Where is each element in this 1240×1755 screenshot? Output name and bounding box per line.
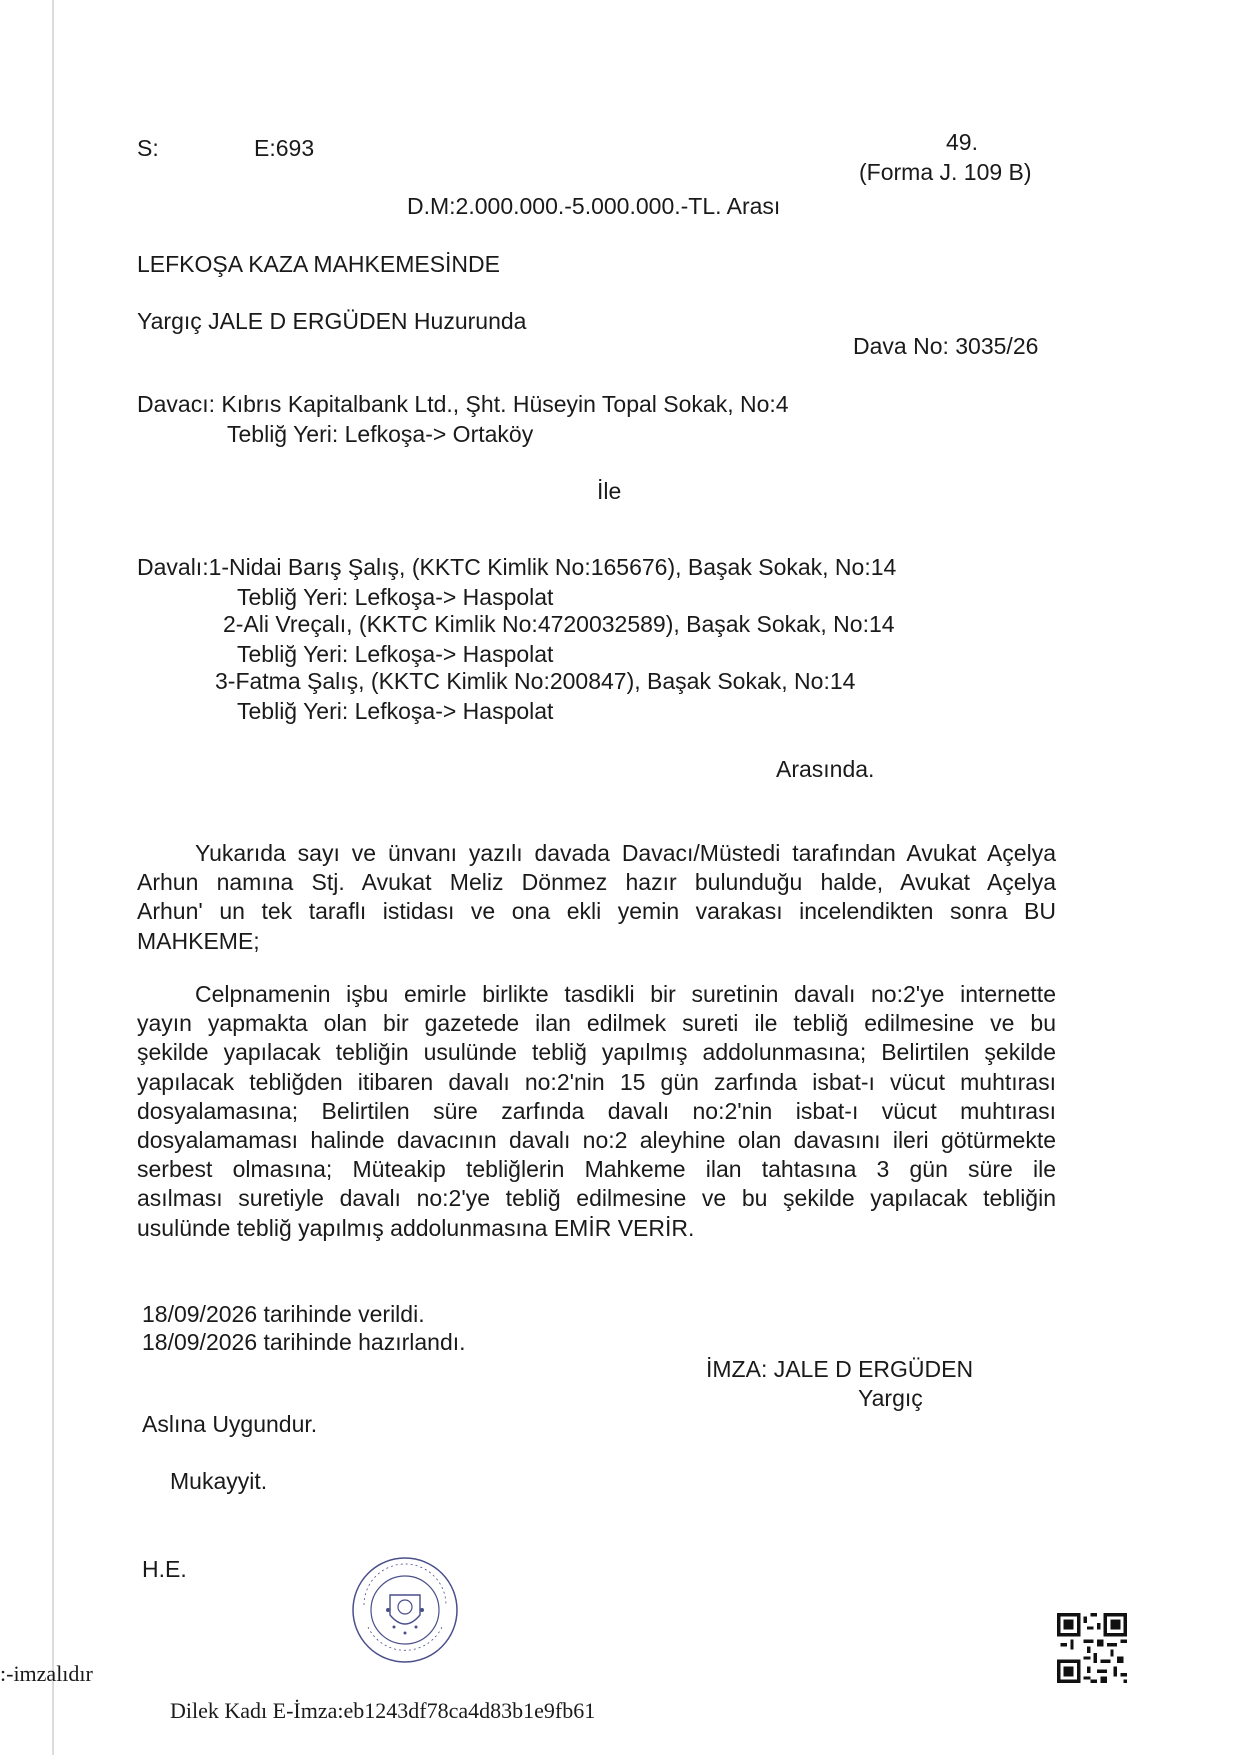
e-signature-hash: Dilek Kadı E-İmza:eb1243df78ca4d83b1e9fb61	[170, 1698, 596, 1723]
paragraph-line: yayın yapmakta olan bir gazetede ilan edilmek sureti ile tebliğ edilmesine ve bu	[137, 1010, 1056, 1037]
date-prepared: 18/09/2026 tarihinde hazırlandı.	[142, 1329, 466, 1355]
defendant-1-address: Tebliğ Yeri: Lefkoşa-> Haspolat	[237, 584, 554, 610]
court-name: LEFKOŞA KAZA MAHKEMESİNDE	[137, 251, 500, 277]
date-given: 18/09/2026 tarihinde verildi.	[142, 1301, 425, 1327]
paragraph-line: dosyalamaması halinde davacının davalı no:2 aleyhine olan davasını ileri götürmekte	[137, 1127, 1056, 1154]
paragraph-line: asılması suretiyle davalı no:2'ye tebliğ edilmesine ve bu şekilde yapılacak tebliğin	[137, 1185, 1056, 1212]
e-reference: E:693	[254, 135, 315, 161]
plaintiff-line: Davacı: Kıbrıs Kapitalbank Ltd., Şht. Hüseyin Topal Sokak, No:4	[137, 391, 789, 417]
scan-edge-line	[52, 0, 54, 1755]
defendant-2: 2-Ali Vreçalı, (KKTC Kimlik No:4720032589), Başak Sokak, No:14	[223, 611, 895, 637]
signature-line: İMZA: JALE D ERGÜDEN	[706, 1356, 974, 1382]
paragraph-1	[137, 839, 1056, 956]
e-signed-note: :-imzalıdır	[0, 1661, 93, 1686]
defendant-1: Davalı:1-Nidai Barış Şalış, (KKTC Kimlik No:165676), Başak Sokak, No:14	[137, 554, 897, 580]
paragraph-line: yapılacak tebliğden itibaren davalı no:2'nin 15 gün zarfında isbat-ı vücut muhtırası	[137, 1068, 1056, 1095]
registrar: Mukayyit.	[170, 1468, 268, 1494]
judge-title: Yargıç	[858, 1385, 923, 1411]
defendant-2-address: Tebliğ Yeri: Lefkoşa-> Haspolat	[237, 641, 554, 667]
form-code: (Forma J. 109 B)	[859, 159, 1032, 185]
paragraph-line: Yukarıda sayı ve ünvanı yazılı davada Davacı/Müstedi tarafından Avukat Açelya	[195, 840, 1056, 866]
defendant-3-address: Tebliğ Yeri: Lefkoşa-> Haspolat	[237, 698, 554, 724]
form-number: 49.	[946, 129, 978, 155]
paragraph-line: serbest olmasına; Müteakip tebliğlerin Mahkeme ilan tahtasına 3 gün süre ile	[137, 1156, 1056, 1183]
paragraph-2	[137, 980, 1056, 1243]
paragraph-line: Arhun namına Stj. Avukat Meliz Dönmez hazır bulunduğu halde, Avukat Açelya	[137, 869, 1056, 896]
paragraph-line: şekilde yapılacak tebliğin usulünde tebliğ yapılmış addolunmasına; Belirtilen şekilde	[137, 1039, 1056, 1066]
s-label: S:	[137, 135, 159, 161]
paragraph-line: Celpnamenin işbu emirle birlikte tasdikli bir suretinin davalı no:2'ye internette	[195, 981, 1056, 1007]
judge-line: Yargıç JALE D ERGÜDEN Huzurunda	[137, 308, 527, 334]
court-seal-icon	[350, 1555, 460, 1665]
initials: H.E.	[142, 1556, 187, 1582]
plaintiff-address: Tebliğ Yeri: Lefkoşa-> Ortaköy	[227, 421, 534, 447]
ile-word: İle	[597, 478, 622, 504]
certified-copy: Aslına Uygundur.	[142, 1411, 318, 1437]
defendant-3: 3-Fatma Şalış, (KKTC Kimlik No:200847), Başak Sokak, No:14	[215, 668, 856, 694]
paragraph-line: dosyalamasına; Belirtilen süre zarfında davalı no:2'nin isbat-ı vücut muhtırası	[137, 1097, 1056, 1124]
between-word: Arasında.	[776, 756, 875, 782]
paragraph-line: Arhun' un tek taraflı istidası ve ona ekli yemin varakası incelendikten sonra BU	[137, 898, 1056, 925]
qr-code-icon	[1057, 1613, 1127, 1683]
case-number: Dava No: 3035/26	[853, 333, 1039, 359]
paragraph-line: usulünde tebliğ yapılmış addolunmasına EMİR VERİR.	[137, 1214, 695, 1241]
dm-range: D.M:2.000.000.-5.000.000.-TL. Arası	[407, 193, 781, 219]
paragraph-line: MAHKEME;	[137, 927, 260, 954]
